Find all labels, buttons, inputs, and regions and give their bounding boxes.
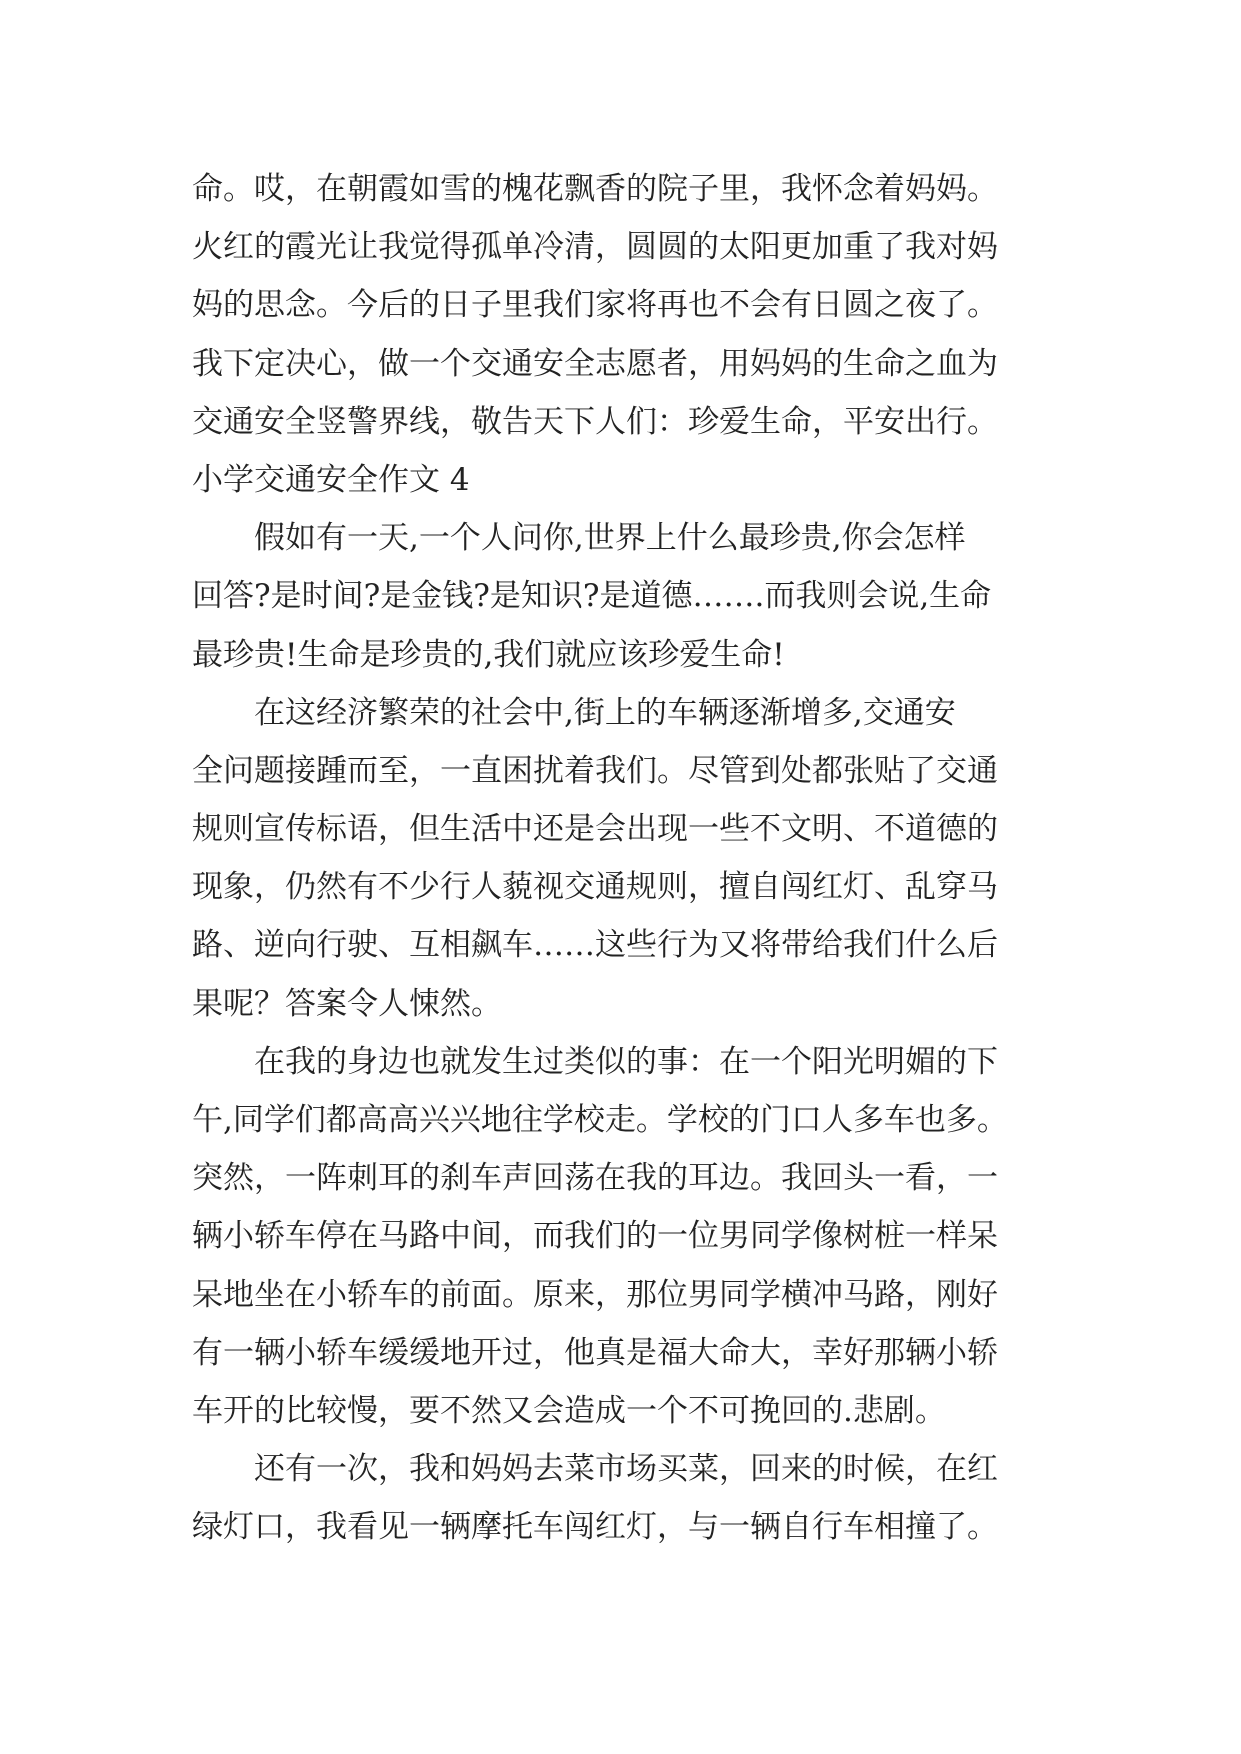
paragraph-3-line: 有一辆小轿车缓缓地开过，他真是福大命大，幸好那辆小轿 (192, 1334, 998, 1371)
paragraph-4-line: 还有一次，我和妈妈去菜市场买菜，回来的时候，在红 (254, 1451, 998, 1488)
paragraph-2-line: 在这经济繁荣的社会中,街上的车辆逐渐增多,交通安 (254, 694, 956, 731)
paragraph-3-line: 突然，一阵刺耳的刹车声回荡在我的耳边。我回头一看，一 (192, 1160, 998, 1197)
paragraph-3-line: 呆地坐在小轿车的前面。原来，那位男同学横冲马路，刚好 (192, 1276, 998, 1313)
paragraph-3-line: 午,同学们都高高兴兴地往学校走。学校的门口人多车也多。 (192, 1102, 1008, 1138)
text-line: 妈的思念。今后的日子里我们家将再也不会有日圆之夜了。 (192, 287, 998, 324)
section-title: 小学交通安全作文 4 (192, 461, 470, 498)
paragraph-2-line: 果呢？答案令人悚然。 (192, 985, 502, 1022)
paragraph-4-line: 绿灯口，我看见一辆摩托车闯红灯，与一辆自行车相撞了。 (192, 1509, 998, 1546)
text-line: 我下定决心，做一个交通安全志愿者，用妈妈的生命之血为 (192, 345, 998, 382)
text-line: 火红的霞光让我觉得孤单冷清，圆圆的太阳更加重了我对妈 (192, 229, 998, 266)
paragraph-2-line: 现象，仍然有不少行人藐视交通规则，擅自闯红灯、乱穿马 (192, 869, 998, 906)
paragraph-2-line: 全问题接踵而至，一直困扰着我们。尽管到处都张贴了交通 (192, 752, 998, 789)
paragraph-2-line: 规则宣传标语，但生活中还是会出现一些不文明、不道德的 (192, 811, 998, 848)
paragraph-1-line: 回答?是时间?是金钱?是知识?是道德…….而我则会说,生命 (192, 578, 992, 615)
paragraph-3-line: 车开的比较慢，要不然又会造成一个不可挽回的.悲剧。 (192, 1392, 946, 1429)
paragraph-1-line: 最珍贵!生命是珍贵的,我们就应该珍爱生命! (192, 636, 785, 673)
document-body (192, 160, 1092, 1557)
paragraph-3-line: 在我的身边也就发生过类似的事：在一个阳光明媚的下 (254, 1043, 998, 1080)
text-line: 命。哎，在朝霞如雪的槐花飘香的院子里，我怀念着妈妈。 (192, 171, 998, 207)
text-line: 交通安全竖警界线，敬告天下人们：珍爱生命，平安出行。 (192, 403, 998, 440)
paragraph-1-line: 假如有一天,一个人问你,世界上什么最珍贵,你会怎样 (254, 520, 966, 557)
paragraph-2-line: 路、逆向行驶、互相飙车……这些行为又将带给我们什么后 (192, 927, 998, 964)
paragraph-3-line: 辆小轿车停在马路中间，而我们的一位男同学像树桩一样呆 (192, 1218, 998, 1255)
